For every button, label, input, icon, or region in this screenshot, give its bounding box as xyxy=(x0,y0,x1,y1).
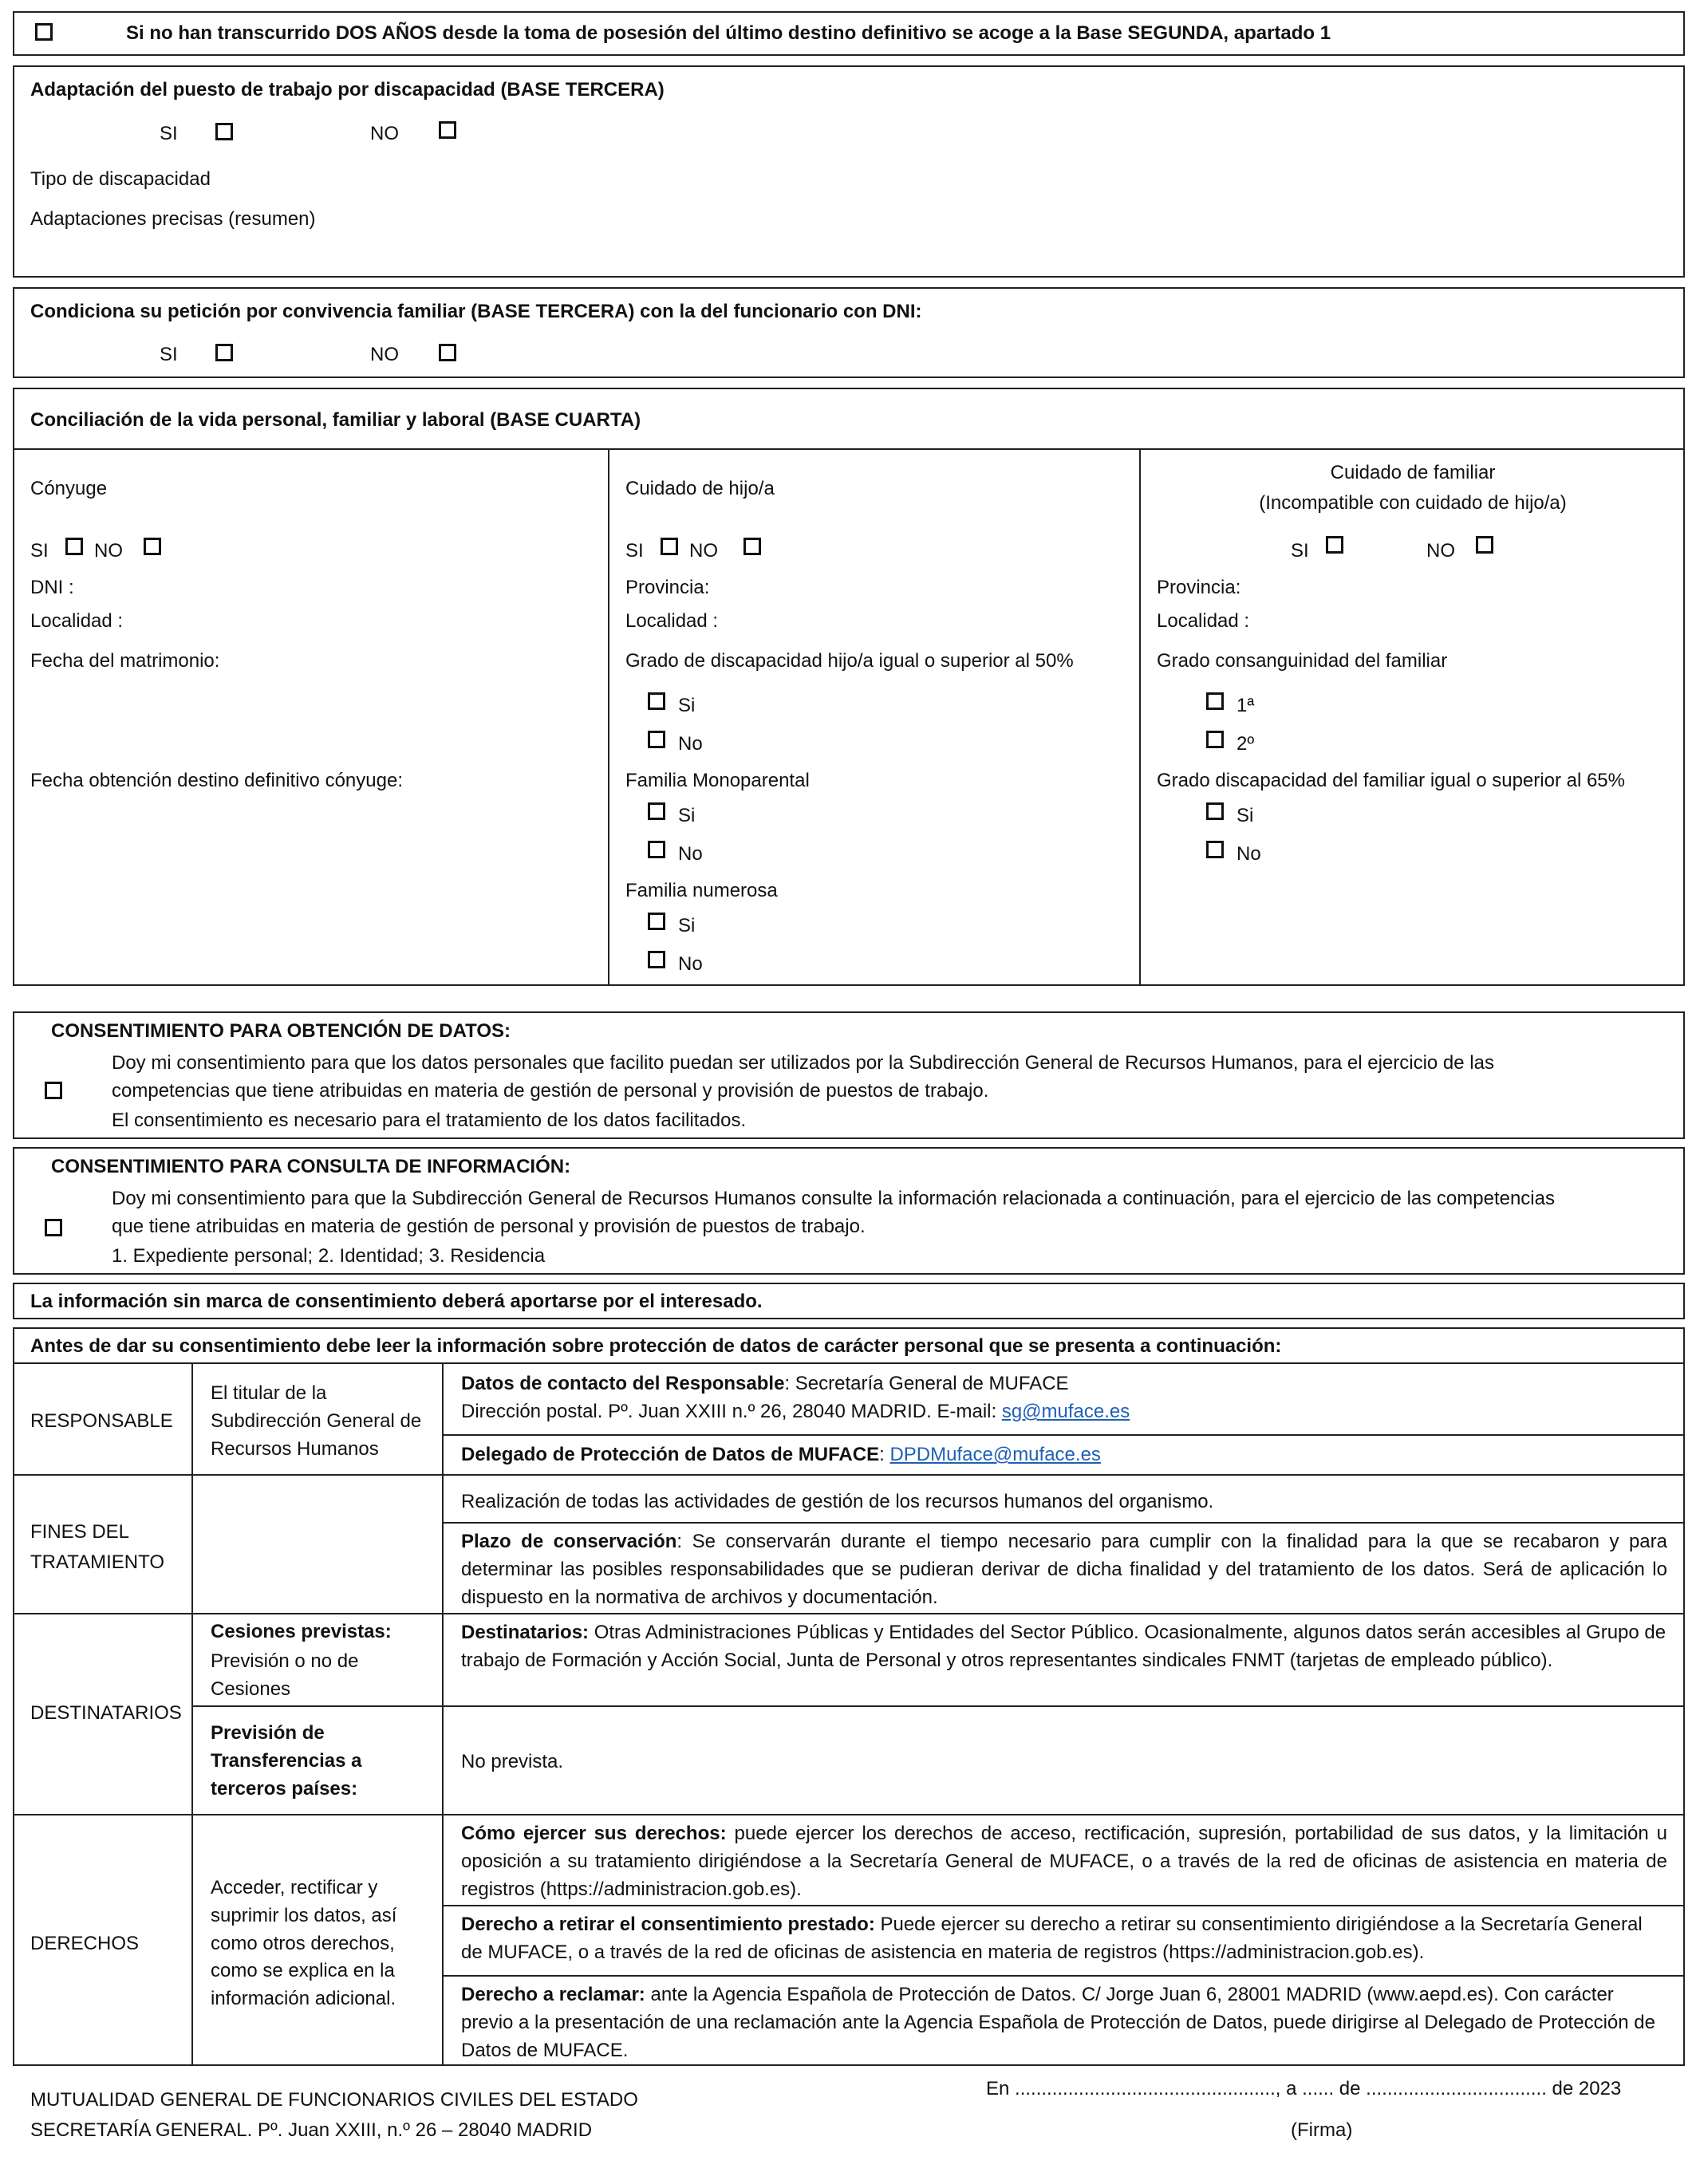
derechos-retirar xyxy=(461,1911,1667,1967)
hijo-grado-no-checkbox[interactable] xyxy=(648,731,665,748)
familiar-discapacidad-label: Grado discapacidad del familiar igual o superior al 65% xyxy=(1157,770,1625,791)
row-divider-destinatarios xyxy=(13,1814,1685,1815)
hijo-localidad-label: Localidad : xyxy=(625,610,719,632)
condiciona-si-label: SI xyxy=(160,344,178,365)
monoparental-no-checkbox[interactable] xyxy=(648,841,665,858)
delegado-sep: : xyxy=(879,1444,890,1465)
conyuge-no-label: NO xyxy=(94,540,123,562)
dpd-email-link[interactable]: DPDMuface@muface.es xyxy=(889,1444,1101,1465)
familiar-no-label: NO xyxy=(1426,540,1455,562)
consent-consulta-line1: Doy mi consentimiento para que la Subdirección General de Recursos Humanos consulte la información relacionada a continuación, para el ejercicio de las competencias xyxy=(112,1188,1555,1209)
plazo-text: : Se conservarán durante el tiempo necesario para cumplir con la finalidad para la que se recabaron y para determinar las posibles responsabilidades que se pudieran derivar de dicha finalidad y del tratamiento de los datos. Será de aplicación lo dispuesto en la normativa de archivos y documentación. xyxy=(461,1531,1667,1608)
dest-text: Otras Administraciones Públicas y Entidades del Sector Público. Ocasionalmente, algunos datos serán accesibles al Grupo de trabajo de Formación y Acción Social, Junta de Personal y otros representantes sindicales FNMT (tarjetas de empleado público). xyxy=(461,1622,1666,1671)
fines-realizacion: Realización de todas las actividades de gestión de los recursos humanos del organismo. xyxy=(461,1491,1214,1512)
condiciona-si-checkbox[interactable] xyxy=(215,344,233,361)
conciliacion-divider xyxy=(13,448,1685,450)
destinatarios-text xyxy=(461,1619,1667,1675)
hijo-header: Cuidado de hijo/a xyxy=(625,478,775,499)
derechos-label: DERECHOS xyxy=(30,1933,140,1954)
sin-marca-text: La información sin marca de consentimiento deberá aportarse por el interesado. xyxy=(30,1291,763,1312)
familiar-header: Cuidado de familiar xyxy=(1330,462,1496,483)
hijo-grado-si-checkbox[interactable] xyxy=(648,692,665,710)
hijo-no-label: NO xyxy=(689,540,718,562)
conyuge-si-label: SI xyxy=(30,540,49,562)
familiar-discapacidad-si-label: Si xyxy=(1237,805,1254,826)
consent-consulta-checkbox[interactable] xyxy=(45,1219,62,1236)
numerosa-si-checkbox[interactable] xyxy=(648,913,665,930)
conyuge-fecha-matrimonio-label: Fecha del matrimonio: xyxy=(30,650,220,672)
fines-plazo xyxy=(461,1528,1667,1611)
hijo-provincia-label: Provincia: xyxy=(625,577,710,598)
consent-datos-line1: Doy mi consentimiento para que los datos personales que facilito puedan ser utilizados por la Subdirección General de Recursos Humanos, para el ejercicio de las xyxy=(112,1052,1494,1074)
consanguinidad-2-checkbox[interactable] xyxy=(1206,731,1224,748)
cesiones-text: Previsión o no de Cesiones xyxy=(211,1650,359,1700)
numerosa-no-label: No xyxy=(678,953,703,975)
hijo-no-checkbox[interactable] xyxy=(743,538,761,555)
monoparental-no-label: No xyxy=(678,843,703,865)
conciliacion-title: Conciliación de la vida personal, familiar y laboral (BASE CUARTA) xyxy=(30,409,641,431)
reclamar-bold: Derecho a reclamar: xyxy=(461,1984,645,2005)
subrow-divider-plazo xyxy=(442,1522,1685,1524)
hijo-grado-no-label: No xyxy=(678,733,703,755)
footer-firma: (Firma) xyxy=(1291,2119,1353,2141)
familiar-discapacidad-no-checkbox[interactable] xyxy=(1206,841,1224,858)
proteccion-header-divider xyxy=(13,1362,1685,1364)
numerosa-label: Familia numerosa xyxy=(625,880,778,901)
hijo-grado-si-label: Si xyxy=(678,695,696,716)
consanguinidad-1-label: 1ª xyxy=(1237,695,1255,716)
row-divider-fines xyxy=(13,1613,1685,1614)
condiciona-title: Condiciona su petición por convivencia familiar (BASE TERCERA) con la del funcionario con DNI: xyxy=(30,301,922,322)
consent-datos-title: CONSENTIMIENTO PARA OBTENCIÓN DE DATOS: xyxy=(51,1020,511,1042)
numerosa-no-checkbox[interactable] xyxy=(648,951,665,968)
contacto-bold: Datos de contacto del Responsable xyxy=(461,1373,785,1394)
proteccion-col-divider-2 xyxy=(442,1362,444,2066)
fines-label-1: FINES DEL xyxy=(30,1521,130,1543)
subrow-divider-transfer xyxy=(191,1705,1685,1707)
direccion-text: Dirección postal. Pº. Juan XXIII n.º 26, 28040 MADRID. E-mail: xyxy=(461,1401,1002,1422)
adaptacion-si-label: SI xyxy=(160,123,178,144)
footer-org-line1: MUTUALIDAD GENERAL DE FUNCIONARIOS CIVILES DEL ESTADO xyxy=(30,2089,638,2111)
adaptaciones-label: Adaptaciones precisas (resumen) xyxy=(30,208,316,230)
condiciona-no-label: NO xyxy=(370,344,399,365)
consanguinidad-1-checkbox[interactable] xyxy=(1206,692,1224,710)
consent-datos-checkbox[interactable] xyxy=(45,1082,62,1099)
plazo-bold: Plazo de conservación xyxy=(461,1531,677,1552)
responsable-mid: El titular de la Subdirección General de Recursos Humanos xyxy=(211,1382,422,1460)
proteccion-col-divider-1 xyxy=(191,1362,193,2066)
base-segunda-label: Si no han transcurrido DOS AÑOS desde la toma de posesión del último destino definitivo se acoge a la Base SEGUNDA, apartado 1 xyxy=(126,22,1331,44)
ejercer-bold: Cómo ejercer sus derechos: xyxy=(461,1823,727,1844)
familiar-discapacidad-no-label: No xyxy=(1237,843,1261,865)
monoparental-label: Familia Monoparental xyxy=(625,770,810,791)
subrow-divider-delegado xyxy=(442,1434,1685,1436)
fines-label-2: TRATAMIENTO xyxy=(30,1551,164,1573)
conciliacion-col-divider-1 xyxy=(608,448,609,986)
conyuge-dni-label: DNI : xyxy=(30,577,74,598)
footer-lugar-fecha: En ................................................., a ...... de .................................. de 2023 xyxy=(986,2078,1622,2099)
responsable-delegado xyxy=(461,1443,1101,1467)
consent-datos-line3: El consentimiento es necesario para el tratamiento de los datos facilitados. xyxy=(112,1110,747,1131)
familiar-si-checkbox[interactable] xyxy=(1326,536,1343,554)
contacto-text: : Secretaría General de MUFACE xyxy=(784,1373,1069,1394)
consent-consulta-title: CONSENTIMIENTO PARA CONSULTA DE INFORMACIÓN: xyxy=(51,1156,571,1177)
adaptacion-no-label: NO xyxy=(370,123,399,144)
consent-datos-line2: competencias que tiene atribuidas en materia de gestión de personal y provisión de puestos de trabajo. xyxy=(112,1080,989,1102)
proteccion-title: Antes de dar su consentimiento debe leer la información sobre protección de datos de carácter personal que se presenta a continuación: xyxy=(30,1335,1282,1357)
derechos-reclamar xyxy=(461,1981,1667,2064)
condiciona-no-checkbox[interactable] xyxy=(439,344,456,361)
consanguinidad-label: Grado consanguinidad del familiar xyxy=(1157,650,1448,672)
responsable-label: RESPONSABLE xyxy=(30,1410,173,1432)
transfer-bold: Previsión de Transferencias a terceros países: xyxy=(211,1722,362,1800)
derechos-ejercer xyxy=(461,1820,1667,1903)
consent-consulta-line3: 1. Expediente personal; 2. Identidad; 3. Residencia xyxy=(112,1245,546,1267)
cesiones-bold: Cesiones previstas: xyxy=(211,1621,392,1642)
familiar-header-note: (Incompatible con cuidado de hijo/a) xyxy=(1259,492,1567,514)
subrow-divider-retirar xyxy=(442,1905,1685,1906)
conyuge-localidad-label: Localidad : xyxy=(30,610,124,632)
retirar-text: Puede ejercer su derecho a retirar su consentimiento dirigiéndose a la Secretaría General de MUFACE, o a través de la red de oficinas de asistencia en materia de registros (https://administracion.gob.es). xyxy=(461,1914,1643,1963)
monoparental-si-checkbox[interactable] xyxy=(648,802,665,820)
familiar-si-label: SI xyxy=(1291,540,1309,562)
conyuge-si-checkbox[interactable] xyxy=(65,538,83,555)
familiar-localidad-label: Localidad : xyxy=(1157,610,1250,632)
responsable-direccion xyxy=(461,1400,1130,1424)
destinatarios-label: DESTINATARIOS xyxy=(30,1702,182,1724)
adaptacion-title: Adaptación del puesto de trabajo por discapacidad (BASE TERCERA) xyxy=(30,79,665,101)
hijo-grado-label: Grado de discapacidad hijo/a igual o superior al 50% xyxy=(625,650,1074,672)
conciliacion-col-divider-2 xyxy=(1139,448,1141,986)
responsable-contacto xyxy=(461,1372,1069,1396)
retirar-bold: Derecho a retirar el consentimiento prestado: xyxy=(461,1914,875,1935)
conyuge-no-checkbox[interactable] xyxy=(144,538,161,555)
consanguinidad-2-label: 2º xyxy=(1237,733,1255,755)
conyuge-header: Cónyuge xyxy=(30,478,108,499)
familiar-provincia-label: Provincia: xyxy=(1157,577,1241,598)
numerosa-si-label: Si xyxy=(678,915,696,936)
hijo-si-checkbox[interactable] xyxy=(661,538,678,555)
delegado-bold: Delegado de Protección de Datos de MUFACE xyxy=(461,1444,880,1465)
monoparental-si-label: Si xyxy=(678,805,696,826)
transfer-text: No prevista. xyxy=(461,1751,564,1772)
row-divider-responsable xyxy=(13,1474,1685,1476)
adaptacion-no-checkbox[interactable] xyxy=(439,121,456,139)
familiar-discapacidad-si-checkbox[interactable] xyxy=(1206,802,1224,820)
adaptacion-si-checkbox[interactable] xyxy=(215,123,233,140)
consent-consulta-line2: que tiene atribuidas en materia de gestión de personal y provisión de puestos de trabajo. xyxy=(112,1216,866,1237)
hijo-si-label: SI xyxy=(625,540,644,562)
subrow-divider-reclamar xyxy=(442,1975,1685,1977)
base-segunda-checkbox[interactable] xyxy=(35,23,53,41)
reclamar-text: ante la Agencia Española de Protección de Datos. C/ Jorge Juan 6, 28001 MADRID (www.aepd.es). Con carácter previo a la presentación de una reclamación ante la Agencia Española de Protección de Datos, puede dirigirse al Delegado de Protección de Datos de MUFACE. xyxy=(461,1984,1655,2061)
tipo-discapacidad-label: Tipo de discapacidad xyxy=(30,168,211,190)
familiar-no-checkbox[interactable] xyxy=(1476,536,1493,554)
footer-org-line2: SECRETARÍA GENERAL. Pº. Juan XXIII, n.º 26 – 28040 MADRID xyxy=(30,2119,593,2141)
dest-bold: Destinatarios: xyxy=(461,1622,590,1643)
derechos-mid: Acceder, rectificar y suprimir los datos, así como otros derechos, como se explica en la información adicional. xyxy=(211,1877,397,2010)
sg-email-link[interactable]: sg@muface.es xyxy=(1001,1401,1130,1422)
conyuge-fecha-destino-label: Fecha obtención destino definitivo cónyuge: xyxy=(30,770,403,791)
ejercer-text: puede ejercer los derechos de acceso, rectificación, supresión, portabilidad de sus datos, y la limitación u oposición a su tratamiento dirigiéndose a la Secretaría General de MUFACE, o a través de la red de oficinas de asistencia en materia de registros (https://administracion.gob.es). xyxy=(461,1823,1667,1900)
